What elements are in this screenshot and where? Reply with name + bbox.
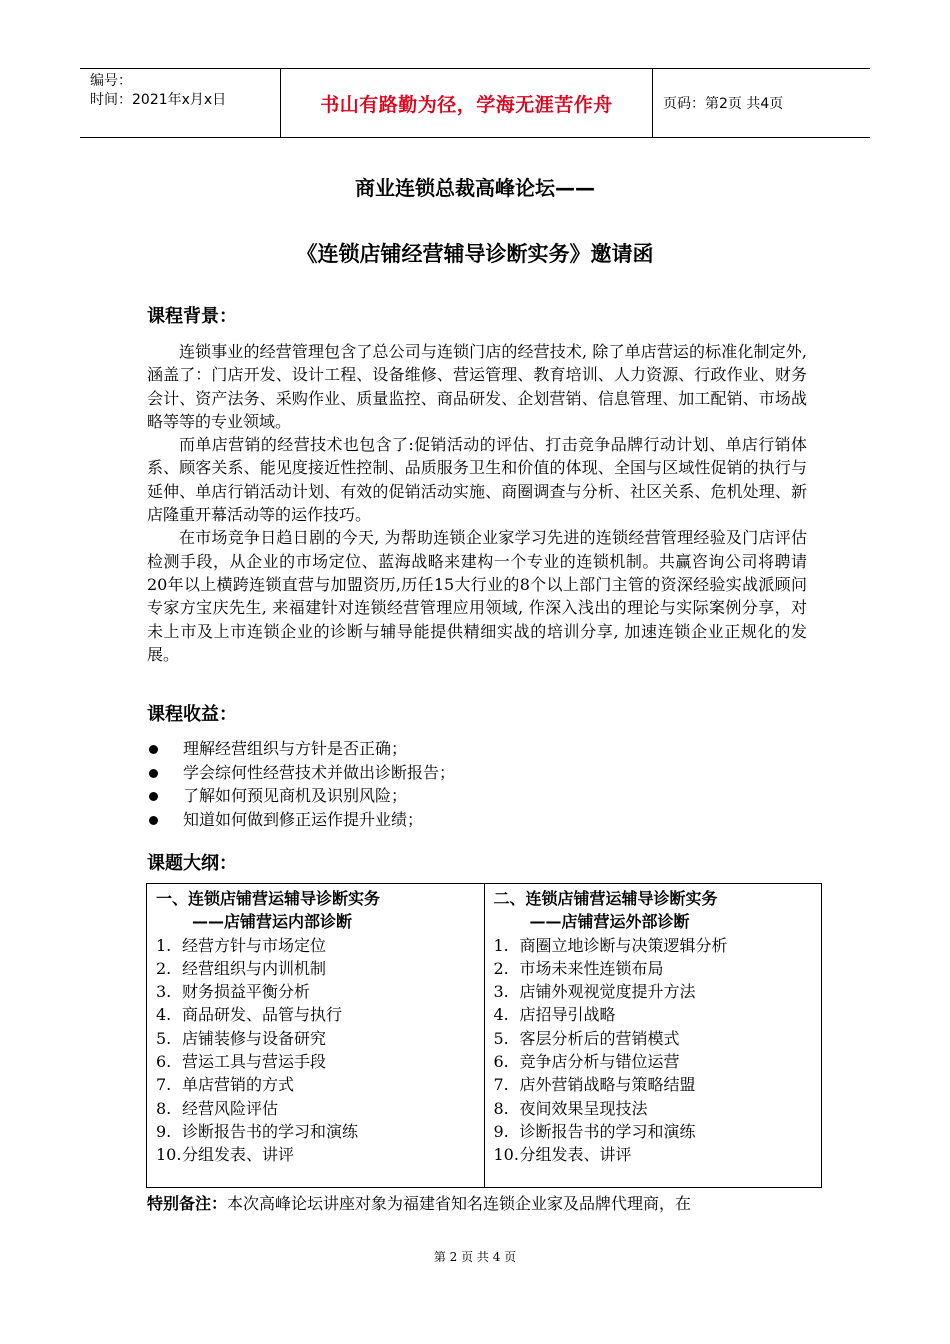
list-item: [147, 761, 807, 785]
list-item: [494, 1050, 822, 1073]
item-text: 营运工具与营运手段: [182, 1052, 327, 1072]
outline-column-internal: [147, 884, 484, 1187]
item-number: 6.: [493, 1052, 509, 1072]
list-item: [156, 1143, 484, 1166]
list-item-text: 了解如何预见商机及识别风险；: [183, 786, 408, 805]
outline-column-external: [484, 884, 822, 1187]
outline-column-subtitle: ——店铺营运外部诊断: [529, 912, 690, 932]
bullet-icon: [149, 816, 158, 825]
item-number: 8.: [493, 1098, 509, 1118]
item-text: 诊断报告书的学习和演练: [182, 1121, 359, 1141]
item-number: 9.: [156, 1121, 172, 1141]
header-meta: [80, 69, 281, 137]
list-item-text: 学会综何性经营技术并做出诊断报告；: [183, 762, 456, 782]
special-note-text: 本次高峰论坛讲座对象为福建省知名连锁企业家及品牌代理商，在: [227, 1194, 692, 1213]
page-footer: 第 2 页 共 4 页: [433, 1250, 517, 1264]
bullet-icon: [149, 792, 158, 801]
item-text: 商品研发、品管与执行: [182, 1005, 343, 1025]
outline-column-title: 一、连锁店铺营运辅导诊断实务: [156, 889, 381, 908]
background-paragraph: 在市场竞争日趋日剧的今天, 为帮助连锁企业家学习先进的连锁经营管理经验及门店评估检测手段，从企业的市场定位、蓝海战略来建构一个专业的连锁机制。共赢咨询公司将聘请20年以上横跨连锁直营与加盟资历,历任15大行业的8个以上部门主管的资深经验实战派顾问专家方宝庆先生, 来福建针对连锁经营管理应用领域, 作深入浅出的理论与实际案例分享，对未上市及上市连锁企业的诊断与辅导能提供精细实战的培训分享, 加速连锁企业正规化的发展。: [147, 528, 807, 664]
document-number-label: 编号：: [90, 73, 132, 89]
item-text: 诊断报告书的学习和演练: [519, 1121, 696, 1141]
item-number: 4.: [493, 1005, 509, 1025]
document-time-label: 时间：2021年x月x日: [90, 92, 227, 108]
list-item: [494, 1027, 822, 1050]
item-number: 8.: [156, 1098, 172, 1118]
bullet-icon: [149, 745, 158, 754]
item-text: 经营组织与内训机制: [182, 958, 327, 978]
list-item: [494, 934, 822, 957]
list-item-text: 知道如何做到修正运作提升业绩；: [183, 809, 424, 829]
page-header: [80, 68, 870, 138]
background-body: [147, 340, 807, 666]
item-text: 分组发表、讲评: [519, 1145, 632, 1165]
item-text: 店铺装修与设备研究: [182, 1028, 327, 1048]
list-item: [156, 1050, 484, 1073]
outline-column-title: 二、连锁店铺营运辅导诊断实务: [493, 889, 718, 908]
background-paragraph: 连锁事业的经营管理包含了总公司与连锁门店的经营技术, 除了单店营运的标准化制定外, 涵盖了：门店开发、设计工程、设备维修、营运管理、教育培训、人力资源、行政作业、财务会计、资产法务、采购作业、质量监控、商品研发、企划营销、信息管理、加工配销、市场战略等等的专业领域。: [147, 342, 807, 431]
list-item: [494, 1143, 822, 1166]
document-title-line2: 《连锁店铺经营辅导诊断实务》邀请函: [296, 242, 654, 266]
special-note: [147, 1192, 827, 1215]
outline-list: [494, 934, 822, 1167]
item-number: 9.: [493, 1121, 509, 1141]
item-text: 财务损益平衡分析: [182, 982, 311, 1002]
outline-list: [156, 934, 484, 1167]
item-number: 6.: [156, 1052, 172, 1072]
item-number: 1.: [156, 935, 172, 955]
list-item: [156, 1027, 484, 1050]
item-number: 1.: [493, 935, 509, 955]
list-item: [156, 1120, 484, 1143]
list-item: [494, 980, 822, 1003]
header-motto: 书山有路勤为径，学海无涯苦作舟: [281, 69, 653, 137]
item-number: 4.: [156, 1005, 172, 1025]
outline-table: [146, 883, 822, 1188]
item-text: 单店营销的方式: [182, 1075, 295, 1095]
list-item: [156, 1073, 484, 1096]
list-item: [156, 1097, 484, 1120]
item-number: 5.: [156, 1028, 172, 1048]
item-number: 2.: [493, 958, 509, 978]
list-item: [147, 737, 807, 761]
section-heading-background: 课程背景：: [147, 306, 237, 327]
item-text: 店招导引战略: [519, 1005, 616, 1025]
outline-column-subtitle: ——店铺营运内部诊断: [192, 912, 353, 932]
item-text: 客层分析后的营销模式: [519, 1028, 680, 1048]
list-item: [156, 980, 484, 1003]
item-number: 5.: [493, 1028, 509, 1048]
item-text: 夜间效果呈现技法: [519, 1098, 648, 1118]
item-text: 经营方针与市场定位: [182, 935, 327, 955]
benefits-list: [147, 737, 807, 831]
background-paragraph: 而单店营销的经营技术也包含了:促销活动的评估、打击竞争品牌行动计划、单店行销体系、顾客关系、能见度接近性控制、品质服务卫生和价值的体现、全国与区域性促销的执行与延伸、单店行销活动计划、有效的促销活动实施、商圈调查与分析、社区关系、危机处理、新店隆重开幕活动等的运作技巧。: [147, 435, 807, 525]
item-text: 经营风险评估: [182, 1098, 279, 1118]
item-number: 3.: [156, 982, 172, 1002]
item-number: 10.: [156, 1145, 182, 1165]
item-text: 市场未来性连锁布局: [519, 958, 664, 978]
section-heading-outline: 课题大纲：: [147, 853, 237, 874]
list-item: [147, 784, 807, 808]
document-title-line1: 商业连锁总裁高峰论坛——: [355, 176, 595, 200]
item-number: 3.: [493, 982, 509, 1002]
special-note-label: 特别备注：: [147, 1194, 228, 1213]
list-item: [494, 1097, 822, 1120]
list-item: [494, 1003, 822, 1026]
item-number: 2.: [156, 958, 172, 978]
list-item: [147, 808, 807, 832]
item-number: 7.: [156, 1075, 172, 1095]
item-text: 商圈立地诊断与决策逻辑分析: [519, 935, 728, 955]
list-item: [494, 1073, 822, 1096]
item-text: 店铺外观视觉度提升方法: [519, 982, 696, 1002]
list-item: [156, 1003, 484, 1026]
header-page-info: 页码：第2页 共4页: [663, 96, 784, 112]
item-number: 7.: [493, 1075, 509, 1095]
list-item: [156, 934, 484, 957]
section-heading-benefits: 课程收益：: [147, 704, 237, 725]
item-text: 竞争店分析与错位运营: [519, 1052, 680, 1072]
item-text: 分组发表、讲评: [182, 1145, 295, 1165]
list-item: [156, 957, 484, 980]
bullet-icon: [149, 769, 158, 778]
item-text: 店外营销战略与策略结盟: [519, 1075, 696, 1095]
list-item-text: 理解经营组织与方针是否正确；: [183, 739, 408, 758]
item-number: 10.: [493, 1145, 519, 1165]
list-item: [494, 957, 822, 980]
list-item: [494, 1120, 822, 1143]
